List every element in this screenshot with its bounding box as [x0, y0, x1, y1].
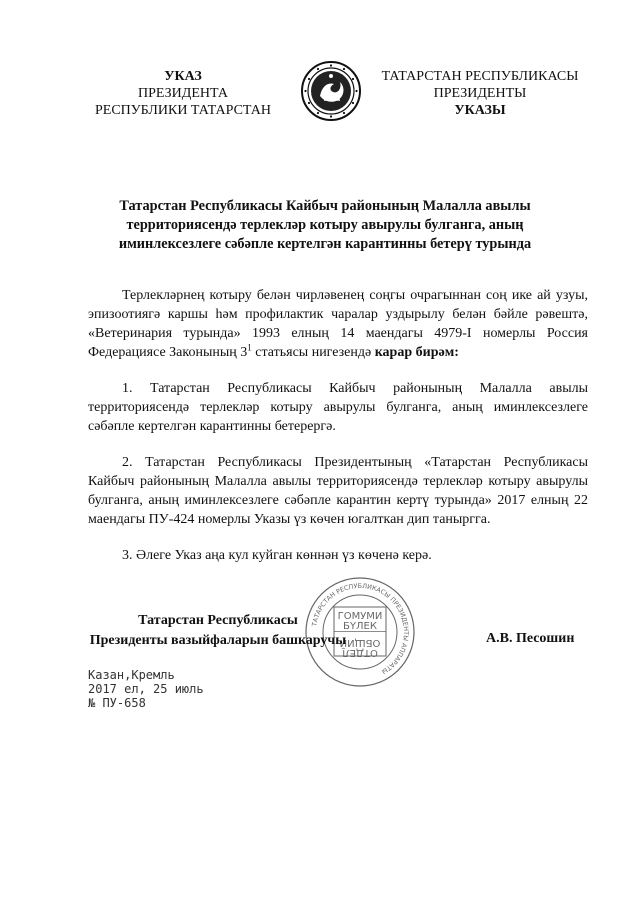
signatory-position-line: Татарстан Республикасы: [138, 613, 298, 628]
place-date-number: [88, 668, 204, 710]
stamp-line-4: ОБЩИЙ: [339, 637, 381, 648]
signatory-position-line: Президенты вазыйфаларын башкаручы: [89, 633, 347, 648]
preamble-decision: карар бирәм:: [374, 345, 459, 360]
stamp-ring-text: ТАТАРСТАН РЕСПУБЛИКАСЫ ПРЕЗИДЕНТЫ АППАРАТЫ: [310, 581, 411, 676]
decree-item-2: 2. Татарстан Республикасы Президентының «Татарстан Республикасы Кайбыч районының Малалла авылы территориясендә терлекләр котыру авырулы булганга, аның иминлексезлеге сәбәпле карантин кертү турында» 2017 елның 22 маендагы ПУ-424 номерлы Указы үз көчен югалткан дип таныргга.: [88, 455, 588, 527]
place-city: Казан,Кремль: [88, 668, 175, 682]
preamble-tail: статьясы нигезендә: [251, 345, 375, 360]
stamp-line-2: БҮЛЕК: [343, 621, 377, 632]
title-line: иминлексезлеге сәбәпле кертелгән карантинны бетерү турында: [118, 236, 532, 252]
stamp-line-1: ГОМУМИ: [337, 611, 383, 622]
decree-number: № ПУ-658: [88, 696, 146, 710]
signatory-position: [88, 611, 348, 651]
title-line: территориясендә терлекләр котыру авырулы булганга, аның: [126, 217, 524, 233]
header-right-tatar: [360, 68, 600, 119]
tatarstan-emblem-icon: [300, 60, 362, 122]
decree-body: [88, 286, 588, 582]
preamble-text: Терлекләрнең котыру белән чирләвенең соңгы очрагыннан соң ике ай узуы, эпизоотиягә каршы һәм профилактик чаралар уздырылу белән бәйле рәвештә, «Ветеринария турында» 1993 елның 14 маендагы 4979-I номерлы Россия Федерациясе Законының 3: [88, 288, 588, 360]
signatory-name: А.В. Песошин: [486, 631, 575, 646]
header-left-line: РЕСПУБЛИКИ ТАТАРСТАН: [94, 103, 271, 118]
header-left-line: ПРЕЗИДЕНТА: [138, 86, 228, 101]
header-right-line: ПРЕЗИДЕНТЫ: [433, 86, 527, 101]
decree-item-1: 1. Татарстан Республикасы Кайбыч районының Малалла авылы территориясендә терлекләр котыру авырулы булганга, аның иминлексезлеге сәбәпле кертелгән карантинны бетерергә.: [88, 381, 588, 434]
header-left-russian: [88, 68, 278, 119]
place-date: 2017 ел, 25 июль: [88, 682, 204, 696]
header-left-title: УКАЗ: [164, 69, 202, 84]
preamble-superscript: 1: [247, 342, 252, 353]
preamble-paragraph: [88, 286, 588, 362]
title-line: Татарстан Республикасы Кайбыч районының Малалла авылы: [119, 198, 531, 214]
decree-title: [60, 197, 590, 254]
stamp-line-3: ОТДЕЛ: [342, 647, 378, 658]
decree-item-3: 3. Әлеге Указ аңа кул куйган көннән үз көченә керә.: [122, 548, 432, 563]
header-right-title: УКАЗЫ: [454, 103, 506, 118]
header-right-line: ТАТАРСТАН РЕСПУБЛИКАСЫ: [381, 69, 579, 84]
